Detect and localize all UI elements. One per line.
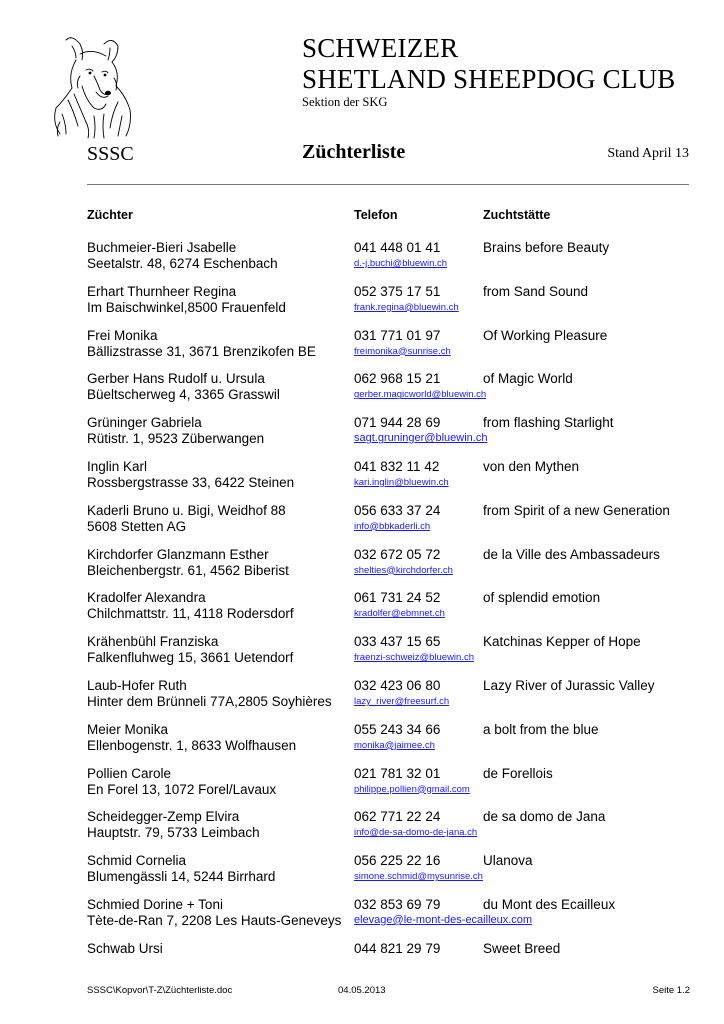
breeder-address: Falkenfluhweg 15, 3661 Uetendorf bbox=[87, 650, 294, 666]
document-title: Züchterliste bbox=[302, 141, 406, 163]
breeder-email-link[interactable]: elevage@le-mont-des-ecailleux.com bbox=[354, 913, 533, 926]
breeder-email-link[interactable]: shelties@kirchdorfer.ch bbox=[354, 564, 453, 576]
breeder-kennel: of Magic World bbox=[483, 371, 573, 387]
breeder-name: Schwab Ursi bbox=[87, 940, 163, 956]
club-title bbox=[302, 33, 675, 95]
sheltie-logo-icon bbox=[46, 30, 138, 140]
breeder-email-link[interactable]: simone.schmid@mysunrise.ch bbox=[354, 871, 483, 883]
breeder-name: Meier Monika bbox=[87, 721, 169, 737]
breeder-name: Kradolfer Alexandra bbox=[87, 590, 206, 606]
breeder-kennel: from Sand Sound bbox=[483, 283, 589, 299]
breeder-kennel: from Spirit of a new Generation bbox=[483, 502, 670, 518]
breeder-phone: 032 853 69 79 bbox=[354, 896, 441, 912]
breeder-address: Bällizstrasse 31, 3671 Brenzikofen BE bbox=[87, 343, 316, 359]
breeder-address: Hauptstr. 79, 5733 Leimbach bbox=[87, 825, 260, 841]
breeder-email-link[interactable]: d.-j.buchi@bluewin.ch bbox=[354, 258, 448, 269]
list-item bbox=[0, 459, 724, 503]
breeder-email-link[interactable]: info@bbkaderli.ch bbox=[354, 520, 431, 532]
breeder-name: Kirchdorfer Glanzmann Esther bbox=[87, 546, 269, 562]
footer-page: Seite 1.2 bbox=[652, 985, 690, 996]
breeder-name: Pollien Carole bbox=[87, 765, 172, 781]
breeder-name: Grüninger Gabriela bbox=[87, 415, 202, 431]
breeder-email-link[interactable]: lazy_river@freesurf.ch bbox=[354, 695, 450, 707]
breeder-name: Inglin Karl bbox=[87, 458, 148, 474]
breeder-address: Rütistr. 1, 9523 Züberwangen bbox=[87, 431, 265, 447]
club-subtitle: Sektion der SKG bbox=[302, 95, 388, 109]
list-item bbox=[0, 328, 724, 372]
breeder-address: Blumengässli 14, 5244 Birrhard bbox=[87, 869, 276, 885]
list-item bbox=[0, 722, 724, 766]
breeder-address: En Forel 13, 1072 Forel/Lavaux bbox=[87, 781, 277, 797]
breeder-name: Frei Monika bbox=[87, 327, 158, 343]
breeder-email-link[interactable]: monika@jaimee.ch bbox=[354, 739, 435, 751]
list-item bbox=[0, 853, 724, 897]
column-header-breeder: Züchter bbox=[87, 208, 133, 222]
breeder-phone: 021 781 32 01 bbox=[354, 765, 441, 781]
column-header-phone: Telefon bbox=[354, 208, 398, 222]
breeder-phone: 062 968 15 21 bbox=[354, 371, 441, 387]
breeder-name: Laub-Hofer Ruth bbox=[87, 677, 187, 693]
list-item bbox=[0, 590, 724, 634]
breeder-email-link[interactable]: info@de-sa-domo-de-jana.ch bbox=[354, 827, 478, 839]
breeder-address: Hinter dem Brünneli 77A,2805 Soyhières bbox=[87, 693, 332, 709]
breeder-phone: 071 944 28 69 bbox=[354, 415, 441, 431]
breeder-phone: 055 243 34 66 bbox=[354, 721, 441, 737]
breeder-kennel: Katchinas Kepper of Hope bbox=[483, 634, 641, 650]
breeder-phone: 062 771 22 24 bbox=[354, 809, 441, 825]
list-item bbox=[0, 547, 724, 591]
club-title-line1: SCHWEIZER bbox=[302, 33, 459, 63]
breeder-name: Schmid Cornelia bbox=[87, 853, 187, 869]
breeder-email-link[interactable]: fraenzi-schweiz@bluewin.ch bbox=[354, 652, 474, 664]
breeder-name: Gerber Hans Rudolf u. Ursula bbox=[87, 371, 265, 387]
breeder-address: Im Baischwinkel,8500 Frauenfeld bbox=[87, 299, 286, 315]
breeder-email-link[interactable]: kradolfer@ebmnet.ch bbox=[354, 608, 445, 620]
breeder-address: Bleichenbergstr. 61, 4562 Biberist bbox=[87, 562, 289, 578]
breeder-address: Tète-de-Ran 7, 2208 Les Hauts-Geneveys bbox=[87, 912, 342, 928]
breeder-phone: 033 437 15 65 bbox=[354, 634, 441, 650]
breeder-kennel: Brains before Beauty bbox=[483, 240, 610, 255]
breeder-address: 5608 Stetten AG bbox=[87, 518, 187, 534]
breeder-kennel: Sweet Breed bbox=[483, 940, 561, 956]
breeder-list bbox=[0, 240, 724, 985]
breeder-address: Ellenbogenstr. 1, 8633 Wolfhausen bbox=[87, 737, 297, 753]
breeder-name: Kaderli Bruno u. Bigi, Weidhof 88 bbox=[87, 502, 286, 518]
list-item bbox=[0, 897, 724, 941]
breeder-kennel: a bolt from the blue bbox=[483, 721, 599, 737]
breeder-kennel: de la Ville des Ambassadeurs bbox=[483, 546, 660, 562]
column-header-kennel: Zuchtstätte bbox=[483, 208, 551, 222]
breeder-name: Schmied Dorine + Toni bbox=[87, 896, 223, 912]
breeder-kennel: Lazy River of Jurassic Valley bbox=[483, 677, 655, 693]
breeder-kennel: de sa domo de Jana bbox=[483, 809, 606, 825]
breeder-phone: 044 821 29 79 bbox=[354, 940, 441, 956]
breeder-email-link[interactable]: freimonika@sunrise.ch bbox=[354, 345, 451, 357]
breeder-address: Rossbergstrasse 33, 6422 Steinen bbox=[87, 474, 295, 490]
list-item bbox=[0, 415, 724, 459]
breeder-kennel: de Forellois bbox=[483, 765, 553, 781]
breeder-phone: 032 672 05 72 bbox=[354, 546, 441, 562]
breeder-name: Scheidegger-Zemp Elvira bbox=[87, 809, 240, 825]
breeder-phone: 032 423 06 80 bbox=[354, 677, 441, 693]
list-item bbox=[0, 371, 724, 415]
breeder-phone: 031 771 01 97 bbox=[354, 327, 441, 343]
footer-file-path: SSSC\Kopvor\T-Z\Züchterliste.doc bbox=[87, 985, 233, 996]
breeder-address: Chilchmattstr. 11, 4118 Rodersdorf bbox=[87, 606, 294, 622]
nose-shape bbox=[105, 91, 111, 95]
header-divider bbox=[87, 184, 689, 185]
list-item bbox=[0, 809, 724, 853]
list-item bbox=[0, 634, 724, 678]
breeder-address: Büeltscherweg 4, 3365 Grasswil bbox=[87, 387, 280, 403]
list-item bbox=[0, 240, 724, 284]
stand-date: Stand April 13 bbox=[607, 146, 689, 161]
breeder-name: Buchmeier-Bieri Jsabelle bbox=[87, 240, 237, 255]
list-item bbox=[0, 678, 724, 722]
breeder-phone: 041 448 01 41 bbox=[354, 240, 441, 255]
breeder-kennel: von den Mythen bbox=[483, 458, 580, 474]
breeder-phone: 041 832 11 42 bbox=[354, 458, 440, 474]
breeder-kennel: from flashing Starlight bbox=[483, 415, 614, 431]
breeder-email-link[interactable]: gerber.magicworld@bluewin.ch bbox=[354, 389, 487, 401]
breeder-kennel: Ulanova bbox=[483, 853, 533, 869]
breeder-phone: 052 375 17 51 bbox=[354, 283, 441, 299]
list-item bbox=[0, 284, 724, 328]
breeder-kennel: du Mont des Ecailleux bbox=[483, 896, 616, 912]
breeder-email-link[interactable]: kari.inglin@bluewin.ch bbox=[354, 476, 449, 488]
club-abbreviation: SSSC bbox=[87, 143, 134, 165]
breeder-kennel: Of Working Pleasure bbox=[483, 327, 608, 343]
breeder-phone: 061 731 24 52 bbox=[354, 590, 441, 606]
list-item bbox=[0, 503, 724, 547]
list-item bbox=[0, 766, 724, 810]
footer-date: 04.05.2013 bbox=[338, 985, 386, 996]
list-item bbox=[0, 941, 724, 985]
breeder-phone: 056 225 22 16 bbox=[354, 853, 441, 869]
breeder-phone: 056 633 37 24 bbox=[354, 502, 441, 518]
club-title-line2: SHETLAND SHEEPDOG CLUB bbox=[302, 64, 676, 94]
breeder-kennel: of splendid emotion bbox=[483, 590, 601, 606]
breeder-email-link[interactable]: sagt.gruninger@bluewin.ch bbox=[354, 432, 488, 445]
breeder-name: Erhart Thurnheer Regina bbox=[87, 283, 237, 299]
breeder-email-link[interactable]: philippe.pollien@gmail.com bbox=[354, 783, 470, 795]
breeder-email-link[interactable]: frank.regina@bluewin.ch bbox=[354, 301, 459, 313]
breeder-address: Seetalstr. 48, 6274 Eschenbach bbox=[87, 256, 278, 271]
breeder-name: Krähenbühl Franziska bbox=[87, 634, 219, 650]
